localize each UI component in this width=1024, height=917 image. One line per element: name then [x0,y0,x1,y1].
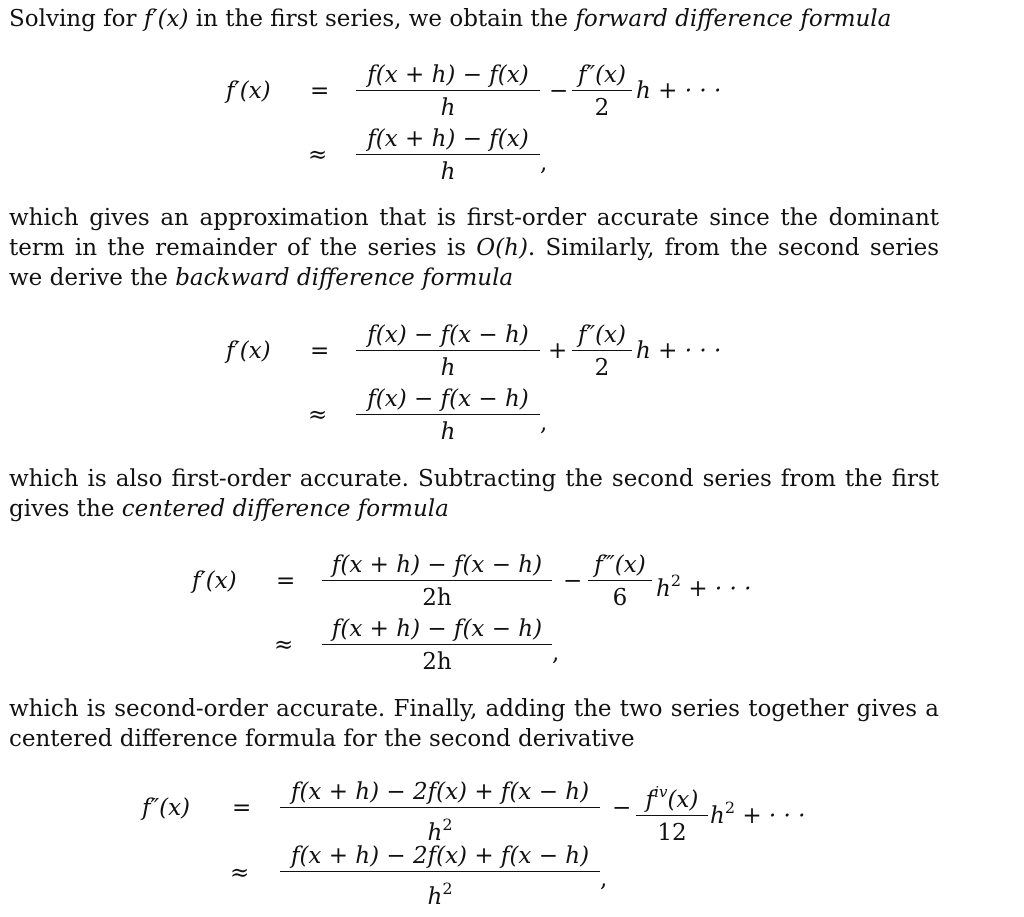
paragraph-centered-intro [9,464,939,524]
fraction-main [356,320,540,383]
numerator: f″(x) [577,62,627,88]
den-exponent: 2 [442,879,453,898]
eq-equals: = [310,78,330,104]
operator: + [548,338,568,364]
denominator: 12 [636,815,708,848]
emphasis-backward: backward difference formula [175,265,514,291]
denominator: h [356,154,540,187]
numerator: f(x + h) − 2f(x) + f(x − h) [290,843,590,869]
emphasis-forward: forward difference formula [575,6,892,32]
num-superscript: iv [654,783,668,801]
denominator: 6 [588,580,652,613]
series-tail [710,793,805,831]
numerator [636,777,708,815]
eq-lhs: f″(x) [142,795,191,821]
eq-approx: ≈ [308,402,328,428]
denominator: 2h [322,644,552,677]
fraction-remainder [572,60,632,123]
denominator [280,871,600,912]
comma: , [540,410,548,436]
fraction-approx [356,124,540,187]
tail-exponent: 2 [724,798,736,817]
operator: − [563,568,583,594]
operator: − [612,795,632,821]
operator: − [549,78,569,104]
eq-lhs: f′(x) [226,78,271,104]
text: in the first series, we obtain the [188,6,576,32]
emphasis-centered: centered difference formula [121,496,449,522]
numerator: f(x) − f(x − h) [367,386,529,412]
eq-lhs: f′(x) [226,338,271,364]
eq-approx: ≈ [308,142,328,168]
inline-math: O(h) [476,235,528,261]
fraction-approx [322,614,552,677]
fraction-remainder [572,320,632,383]
eq-lhs: f′(x) [192,568,237,594]
den-base: h [427,884,443,910]
tail-rest: + · · · [681,576,752,602]
num-arg: (x) [667,787,699,813]
tail-h: h [710,803,725,829]
comma: , [600,866,608,892]
comma: , [552,640,560,666]
denominator: h [356,414,540,447]
paragraph-forward-intro [9,4,939,34]
text: which is also first-order accurate. Subtracting the second series from the first gives the [9,466,939,522]
series-tail: h + · · · [636,338,722,364]
fraction-remainder [636,777,708,848]
denominator: 2h [322,580,552,613]
comma: , [540,150,548,176]
numerator: f(x + h) − f(x − h) [331,552,543,578]
numerator: f(x + h) − f(x) [367,62,529,88]
den-base: h [427,820,443,846]
tail-exponent: 2 [670,571,682,590]
fraction-approx [356,384,540,447]
fraction-approx [280,841,600,912]
denominator: 2 [572,90,632,123]
numerator: f(x) − f(x − h) [367,322,529,348]
eq-equals: = [276,568,296,594]
paragraph-second-derivative-intro [9,694,939,754]
paragraph-backward-intro [9,203,939,293]
eq-equals: = [310,338,330,364]
text: which gives an approximation that is first-order accurate since the dominant term in the remainder of the series is [9,205,939,261]
eq-approx: ≈ [274,632,294,658]
eq-approx: ≈ [230,860,250,886]
den-exponent: 2 [442,815,453,834]
fraction-main [280,777,600,848]
tail-rest: + · · · [735,803,806,829]
fraction-remainder [588,550,652,613]
fraction-main [356,60,540,123]
eq-equals: = [232,795,252,821]
numerator: f‴(x) [594,552,646,578]
denominator: 2 [572,350,632,383]
text: which is second-order accurate. Finally, adding the two series together gives a centered difference formula for the second derivative [9,696,939,752]
series-tail [656,566,751,604]
denominator: h [356,90,540,123]
text: Solving for [9,6,144,32]
tail-h: h [656,576,671,602]
denominator: h [356,350,540,383]
series-tail: h + · · · [636,78,722,104]
text: . Similarly, from the second series we derive the [9,235,939,291]
fraction-main [322,550,552,613]
num-f: f [645,787,655,813]
numerator: f(x + h) − f(x) [367,126,529,152]
numerator: f(x + h) − f(x − h) [331,616,543,642]
inline-math: f′(x) [143,6,189,32]
numerator: f(x + h) − 2f(x) + f(x − h) [290,779,590,805]
numerator: f″(x) [577,322,627,348]
